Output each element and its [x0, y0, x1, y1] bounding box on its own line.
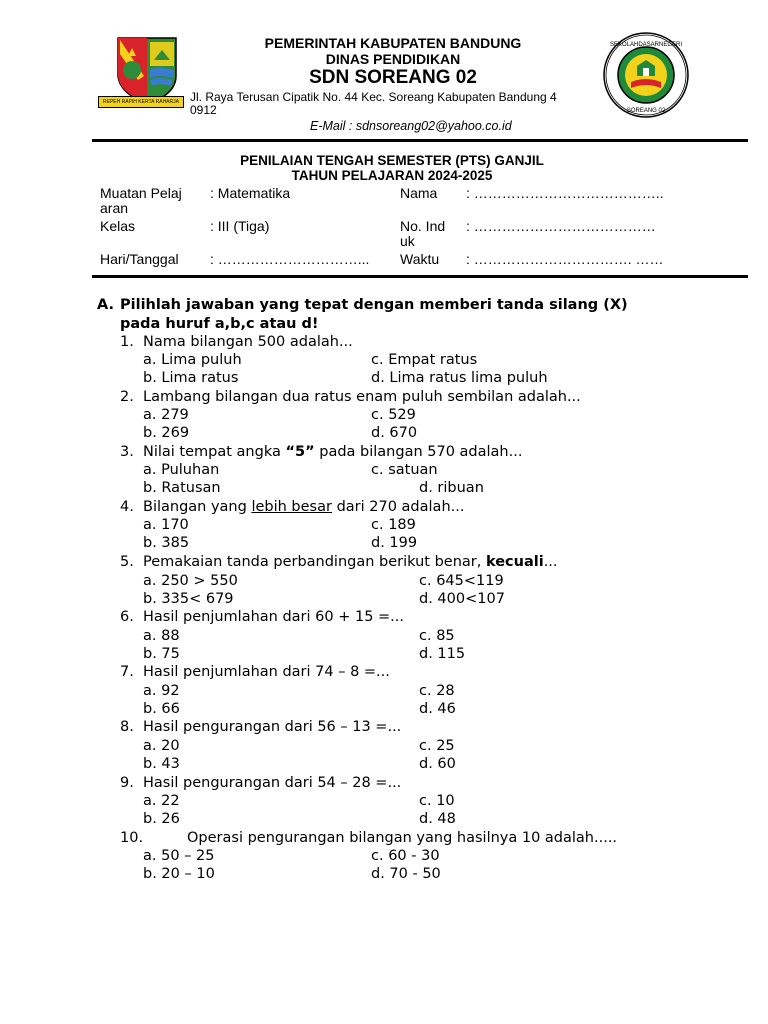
subject-label-line-1: Muatan Pelaj — [100, 185, 182, 201]
question-number: 10. — [120, 830, 144, 846]
option-d[interactable]: d. 115 — [419, 646, 466, 662]
option-b[interactable]: b. Lima ratus — [143, 370, 239, 386]
question-text-part: Bilangan yang — [143, 499, 252, 515]
question-text: Lambang bilangan dua ratus enam puluh sembilan adalah... — [143, 389, 581, 405]
time-label: Waktu — [400, 251, 440, 267]
option-c[interactable]: c. 529 — [371, 407, 416, 423]
question-text — [143, 443, 522, 461]
question-text-emphasis: kecuali — [485, 554, 544, 570]
question-number: 8. — [120, 719, 134, 735]
option-a[interactable]: a. Lima puluh — [143, 352, 242, 368]
government-title: PEMERINTAH KABUPATEN BANDUNG — [264, 35, 522, 51]
option-c[interactable]: c. 10 — [419, 793, 455, 809]
exam-title: PENILAIAN TENGAH SEMESTER (PTS) GANJIL — [240, 153, 544, 168]
subject-label-line-2: aran — [100, 200, 129, 216]
question-text-part: pada bilangan 570 adalah... — [314, 444, 523, 460]
option-d[interactable]: d. 60 — [419, 756, 456, 772]
info-divider — [92, 275, 748, 278]
option-c[interactable]: c. Empat ratus — [371, 352, 478, 368]
option-d[interactable]: d. 48 — [419, 811, 456, 827]
section-instruction-line-2: pada huruf a,b,c atau d! — [120, 316, 319, 332]
option-b[interactable]: b. 269 — [143, 425, 190, 441]
question-number: 3. — [120, 444, 134, 460]
svg-text:SOREANG 02: SOREANG 02 — [626, 108, 666, 114]
question-text-emphasis: “5” — [285, 444, 315, 460]
exam-year: TAHUN PELAJARAN 2024-2025 — [291, 168, 493, 183]
question-number: 5. — [120, 554, 134, 570]
school-name: SDN SOREANG 02 — [309, 67, 477, 88]
option-a[interactable]: a. 250 > 550 — [143, 573, 238, 589]
option-b[interactable]: b. Ratusan — [143, 480, 221, 496]
option-a[interactable]: a. 50 – 25 — [143, 848, 215, 864]
day-field[interactable]: : …………………………... — [210, 251, 370, 267]
question-number: 9. — [120, 775, 134, 791]
question-number: 1. — [120, 334, 134, 350]
day-label: Hari/Tanggal — [100, 251, 179, 267]
option-d[interactable]: d. 670 — [371, 425, 418, 441]
option-c[interactable]: c. 645<119 — [419, 573, 504, 589]
question-number: 7. — [120, 664, 134, 680]
school-logo — [603, 32, 689, 118]
address-line-1: Jl. Raya Terusan Cipatik No. 44 Kec. Soreang Kabupaten Bandung 4 — [190, 90, 557, 104]
option-c[interactable]: c. 189 — [371, 517, 416, 533]
name-label: Nama — [400, 185, 438, 201]
question-text: Hasil penjumlahan dari 74 – 8 =... — [143, 664, 390, 680]
option-a[interactable]: a. 92 — [143, 683, 180, 699]
question-text: Operasi pengurangan bilangan yang hasilnya 10 adalah..... — [187, 830, 618, 846]
option-a[interactable]: a. 88 — [143, 628, 180, 644]
noinduk-label-line-2: uk — [400, 233, 415, 249]
question-text: Hasil pengurangan dari 54 – 28 =... — [143, 775, 402, 791]
question-text-part: Pemakaian tanda perbandingan berikut benar, — [143, 554, 486, 570]
question-number: 6. — [120, 609, 134, 625]
name-field[interactable]: : ………………………………….. — [466, 185, 664, 201]
question-text-part: Nilai tempat angka — [143, 444, 286, 460]
question-text: Nama bilangan 500 adalah... — [143, 334, 353, 350]
section-letter: A. — [97, 297, 114, 313]
option-c[interactable]: c. 60 - 30 — [371, 848, 440, 864]
subject-label — [100, 186, 182, 216]
option-b[interactable]: b. 66 — [143, 701, 180, 717]
class-label: Kelas — [100, 218, 136, 234]
question-text: Hasil penjumlahan dari 60 + 15 =... — [143, 609, 404, 625]
noinduk-label — [400, 219, 445, 249]
option-d[interactable]: d. 70 - 50 — [371, 866, 441, 882]
address-line-2: 0912 — [190, 103, 217, 117]
department-title: DINAS PENDIDIKAN — [325, 51, 461, 67]
option-b[interactable]: b. 26 — [143, 811, 180, 827]
question-text — [143, 553, 558, 571]
noinduk-field[interactable]: : ………………………………… — [466, 218, 656, 234]
option-d[interactable]: d. 46 — [419, 701, 456, 717]
option-b[interactable]: b. 43 — [143, 756, 180, 772]
question-text-emphasis: lebih besar — [251, 499, 332, 515]
option-d[interactable]: d. Lima ratus lima puluh — [371, 370, 548, 386]
option-b[interactable]: b. 385 — [143, 535, 190, 551]
school-emblem-icon — [603, 32, 689, 118]
question-text-part: ... — [543, 554, 558, 570]
option-d[interactable]: d. ribuan — [419, 480, 484, 496]
school-address — [190, 91, 557, 117]
class-value: : III (Tiga) — [210, 218, 270, 234]
question-text-part: dari 270 adalah... — [331, 499, 465, 515]
question-number: 4. — [120, 499, 134, 515]
svg-text:SEKOLAHDASARNEGERI: SEKOLAHDASARNEGERI — [609, 42, 683, 48]
option-b[interactable]: b. 75 — [143, 646, 180, 662]
option-c[interactable]: c. 85 — [419, 628, 455, 644]
subject-value: : Matematika — [210, 185, 291, 201]
option-b[interactable]: b. 20 – 10 — [143, 866, 215, 882]
option-a[interactable]: a. Puluhan — [143, 462, 220, 478]
header-divider — [92, 139, 748, 142]
option-b[interactable]: b. 335< 679 — [143, 591, 234, 607]
school-email: E-Mail : sdnsoreang02@yahoo.co.id — [310, 119, 512, 133]
option-d[interactable]: d. 199 — [371, 535, 418, 551]
option-a[interactable]: a. 22 — [143, 793, 180, 809]
option-a[interactable]: a. 279 — [143, 407, 189, 423]
time-field[interactable]: : ……………………………. …… — [466, 251, 664, 267]
option-a[interactable]: a. 20 — [143, 738, 180, 754]
option-a[interactable]: a. 170 — [143, 517, 189, 533]
option-c[interactable]: c. 28 — [419, 683, 455, 699]
option-c[interactable]: c. satuan — [371, 462, 438, 478]
question-text: Hasil pengurangan dari 56 – 13 =... — [143, 719, 402, 735]
section-instruction-line-1: Pilihlah jawaban yang tepat dengan memberi tanda silang (X) — [120, 297, 628, 313]
question-number: 2. — [120, 389, 134, 405]
noinduk-label-line-1: No. Ind — [400, 218, 446, 234]
question-text — [143, 498, 464, 516]
regency-logo-ribbon: REPEH RAPIH KERTA RAHARJA — [98, 96, 184, 108]
option-d[interactable]: d. 400<107 — [419, 591, 505, 607]
option-c[interactable]: c. 25 — [419, 738, 455, 754]
